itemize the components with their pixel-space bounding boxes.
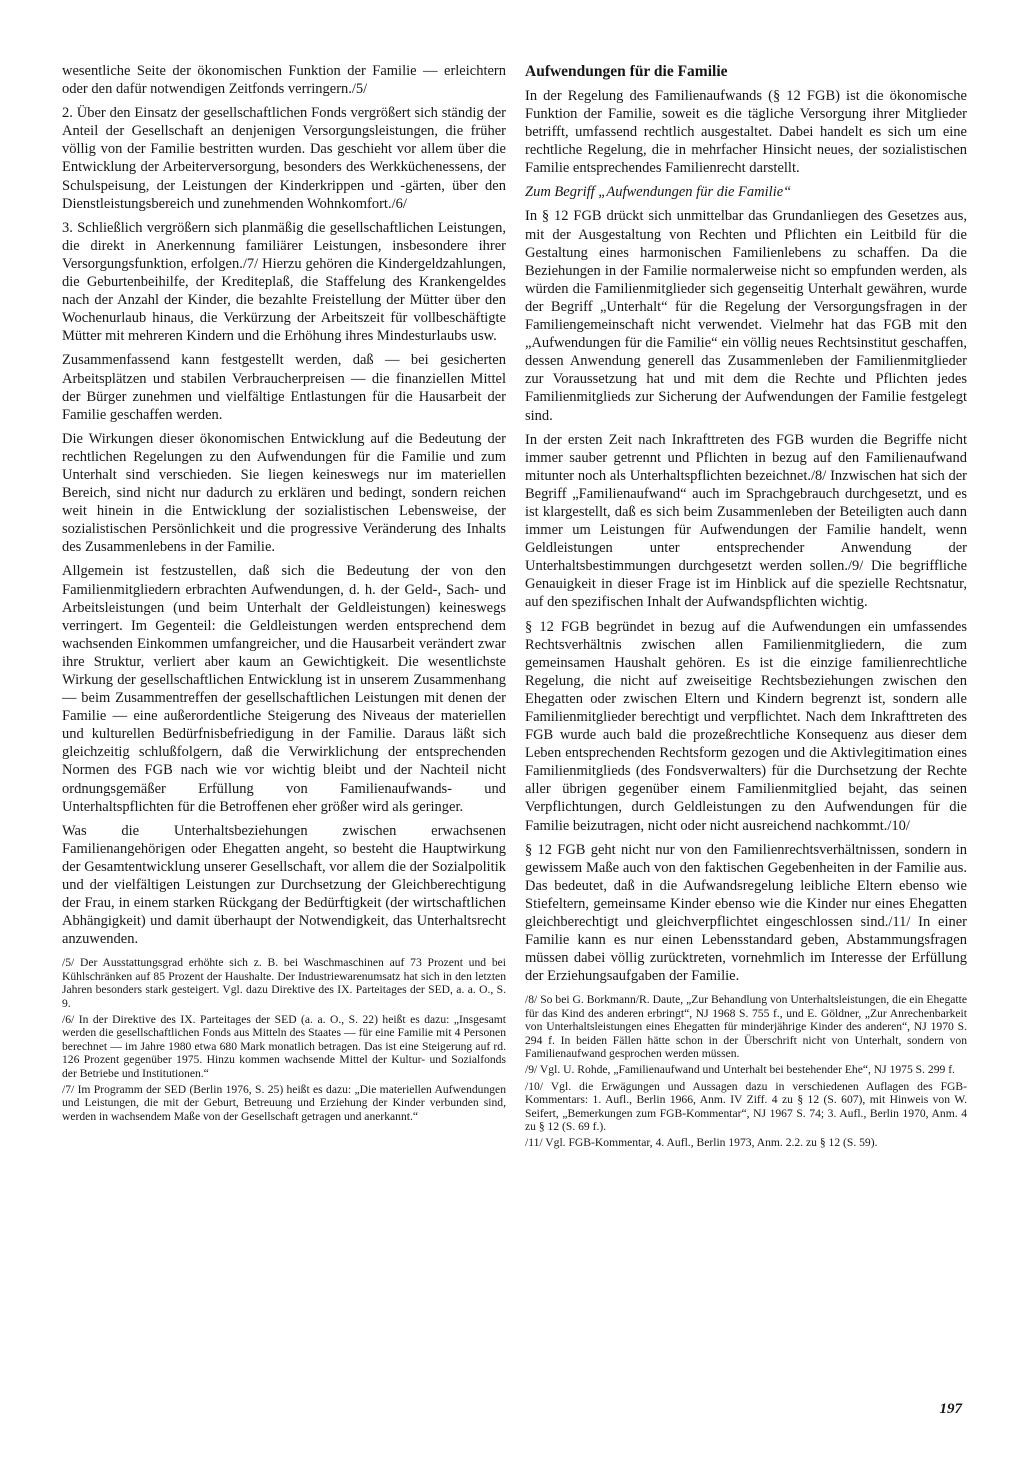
footnote: /11/ Vgl. FGB-Kommentar, 4. Aufl., Berlin 1973, Anm. 2.2. zu § 12 (S. 59). [525, 1136, 878, 1150]
paragraph: In § 12 FGB drückt sich unmittelbar das Grundanliegen des Gesetzes aus, mit der Ausgestaltung von Rechten und Pflichten ein Leitbild für die Gestaltung eines harmonischen Familienlebens zu schaffen. Da die Beziehungen in der Familie normalerweise nicht so empfunden werden, als würden die Familienmitglieder sich gegenseitig Unterhalt gewähren, wurde der Begriff „Unterhalt“ für die Regelung der Versorgungsfragen in der Familiengemeinschaft nicht verwendet. Vielmehr hat das FGB mit den „Aufwendungen für die Familie“ ein völlig neues Rechtsinstitut geschaffen, dessen Anwendung generell das Zusammenleben der Familienmitglieder zur Voraussetzung hat und mit dem die Rechte und Pflichten jedes Familienmitglieds zur Sicherung der Aufwendungen der Familie festgelegt sind. [525, 208, 967, 424]
paragraph: In der ersten Zeit nach Inkrafttreten des FGB wurden die Begriffe nicht immer sauber getrennt und Pflichten in bezug auf den Familienaufwand mitunter noch als Unterhaltspflichten bezeichnet./8/ Inzwischen hat sich der Begriff „Familienaufwand“ auch im Sprachgebrauch durchgesetzt, und es ist klargestellt, daß es sich beim Zusammenleben der Beteiligten auch dann immer um Leistungen für Aufwendungen der Familie handelt, wenn Geldleistungen unter entsprechender Anwendung der Unterhaltsbestimmungen durchgesetzt werden sollen./9/ Die begriffliche Genauigkeit in dieser Frage ist im Hinblick auf die spezielle Rechtsnatur, auf den spezifischen Inhalt der Aufwandspflichten wichtig. [525, 431, 967, 611]
paragraph: In der Regelung des Familienaufwands (§ 12 FGB) ist die ökonomische Funktion der Familie, soweit es die tägliche Versorgung ihrer Mitglieder betrifft, umfassend rechtlich ausgestaltet. Dabei handelt es sich um eine rechtliche Regelung, die in mehrfacher Hinsicht neues, der sozialistischen Familie entsprechendes Familienrecht darstellt. [525, 88, 967, 177]
left-footnotes [62, 956, 506, 1123]
paragraph: Was die Unterhaltsbeziehungen zwischen erwachsenen Familienangehörigen oder Ehegatten angeht, so besteht die Hauptwirkung der Gesamtentwicklung unserer Gesellschaft, vor allem die der Sozialpolitik und der vielfältigen Leistungen zur Durchsetzung der Gleichberechtigung der Frau, in einem starken Rückgang der Bedürftigkeit (der wirtschaftlichen Abhängigkeit) und damit überhaupt der Notwendigkeit, das Unterhaltsrecht anzuwenden. [62, 822, 506, 948]
footnote: /7/ Im Programm der SED (Berlin 1976, S. 25) heißt es dazu: „Die materiellen Aufwendungen und Leistungen, die mit der Geburt, Betreuung und Erziehung der Kinder verbunden sind, werden in wachsendem Maße von der Gesellschaft getragen und anerkannt.“ [62, 1083, 506, 1123]
footnote: /8/ So bei G. Borkmann/R. Daute, „Zur Behandlung von Unterhaltsleistungen, die ein Ehegatte für das Kind des anderen erbringt“, NJ 1968 S. 755 f., und E. Göldner, „Zur Anrechenbarkeit von Unterhaltsleistungen eines Ehegatten für minderjährige Kinder des anderen“, NJ 1970 S. 294 f. In beiden Fällen hätte schon in der Überschrift nicht von Unterhalt, sondern von Familienaufwand gesprochen werden müssen. [525, 993, 967, 1061]
paragraph: § 12 FGB begründet in bezug auf die Aufwendungen ein umfassendes Rechtsverhältnis zwischen allen Familienmitgliedern, die zum gemeinsamen Haushalt gehören. Es ist die einzige familienrechtliche Regelung, die nicht auf zweiseitige Rechtsbeziehungen zwischen den Ehegatten oder zwischen Eltern und Kindern begrenzt ist, sondern alle Familienmitglieder berechtigt und verpflichtet. Nach dem Inkrafttreten des FGB wurde auch bald die prozeßrechtliche Konsequenz aus dieser dem Leben entsprechenden Rechtsform gezogen und die Aktivlegitimation eines Familienmitglieds (des Fondsverwalters) für die Durchsetzung der Rechte aller übrigen gegenüber einem Familienmitglied bejaht, das seinen Verpflichtungen, durch Geldleistungen zu den Aufwendungen für die Familie beizutragen, nicht oder nicht ausreichend nachkommt./10/ [525, 618, 967, 834]
footnote: /5/ Der Ausstattungsgrad erhöhte sich z. B. bei Waschmaschinen auf 73 Prozent und bei Kühlschränken auf 85 Prozent der Haushalte. Der Industriewarenumsatz hat sich in den letzten Jahren besonders stark gesteigert. Vgl. dazu Direktive des IX. Parteitages der SED, a. a. O., S. 9. [62, 956, 506, 1010]
right-column [525, 62, 967, 1153]
footnote: /9/ Vgl. U. Rohde, „Familienaufwand und Unterhalt bei bestehender Ehe“, NJ 1975 S. 299 f. [525, 1063, 955, 1077]
right-body [525, 62, 967, 985]
section-heading: Aufwendungen für die Familie [525, 63, 728, 80]
paragraph: § 12 FGB geht nicht nur von den Familienrechtsverhältnissen, sondern in gewissem Maße auch von den faktischen Gegebenheiten in der Familie aus. Das bedeutet, daß in die Aufwandsregelung leibliche Eltern ebenso wie Stiefeltern, gemeinsame Kinder ebenso wie die Kinder nur eines Ehegatten gleichberechtigt und gleichverpflichtet eingeschlossen sind./11/ In einer Familie kann es nur einen Lebensstandard geben, Abstammungsfragen müssen dabei völlig zurücktreten, vornehmlich im Interesse der Erfüllung der Erziehungsaufgaben der Familie. [525, 841, 967, 985]
left-body [62, 62, 506, 948]
page-number: 197 [939, 1401, 962, 1417]
footnote: /6/ In der Direktive des IX. Parteitages der SED (a. a. O., S. 22) heißt es dazu: „Insgesamt werden die gesellschaftlichen Fonds aus Mitteln des Staates — für eine Familie mit 4 Personen berechnet — im Jahre 1980 etwa 680 Mark monatlich betragen. Das ist eine Steigerung auf rd. 126 Prozent gegenüber 1975. Hinzu kommen wachsende Mittel der Kultur- und Sozialfonds der Betriebe und Institutionen.“ [62, 1013, 506, 1080]
paragraph: 2. Über den Einsatz der gesellschaftlichen Fonds vergrößert sich ständig der Anteil der Gesellschaft an denjenigen Versorgungsleistungen, die früher völlig von der Familie bestritten wurden. Das geschieht vor allem über die Entwicklung der Arbeiterversorgung, besonders des Werkküchenessens, der Schulspeisung, der Leistungen der Kinderkrippen und -gärten, über den Dienstleistungsbereich und zunehmenden Wohnkomfort./6/ [62, 105, 506, 212]
right-footnotes [525, 993, 967, 1149]
subsection-heading: Zum Begriff „Aufwendungen für die Familie“ [525, 184, 792, 201]
paragraph: wesentliche Seite der ökonomischen Funktion der Familie — erleichtern oder den dafür notwendigen Zeitfonds verringern./5/ [62, 63, 506, 98]
paragraph: Zusammenfassend kann festgestellt werden, daß — bei gesicherten Arbeitsplätzen und stabilen Verbraucherpreisen — die finanziellen Mittel der Bürger zunehmen und vielfältige Entlastungen für die Hausarbeit der Familie geschaffen werden. [62, 352, 506, 423]
paragraph: 3. Schließlich vergrößern sich planmäßig die gesellschaftlichen Leistungen, die direkt in Anerkennung familiärer Leistungen, insbesondere ihrer Versorgungsfunktion, erfolgen./7/ Hierzu gehören die Kindergeldzahlungen, die Geburtenbeihilfe, der Kreditерlaß, die Staffelung des Krankengeldes nach der Anzahl der Kinder, die bezahlte Freistellung der Mütter über den Wochenurlaub hinaus, die Verkürzung der Arbeitszeit für vollbeschäftigte Mütter mit mehreren Kindern und die Erhöhung ihres Mindesturlaubs usw. [62, 219, 506, 345]
left-column [62, 62, 506, 1126]
paragraph: Die Wirkungen dieser ökonomischen Entwicklung auf die Bedeutung der rechtlichen Regelungen zu den Aufwendungen für die Familie und zum Unterhalt sind verschieden. Sie liegen keineswegs nur im materiellen Bereich, sind nicht nur dadurch zu erklären und bedingt, sondern reichen weit hinein in die Entwicklung der sozialistischen Lebensweise, der sozialistischen Persönlichkeit und die progressive Veränderung des Inhalts des Zusammenlebens in der Familie. [62, 430, 506, 556]
footnote: /10/ Vgl. die Erwägungen und Aussagen dazu in verschiedenen Auflagen des FGB-Kommentars: 1. Aufl., Berlin 1966, Anm. IV Ziff. 4 zu § 12 (S. 607), mit Hinweis von W. Seifert, „Bemerkungen zum FGB-Kommentar“, NJ 1967 S. 74; 3. Aufl., Berlin 1970, Anm. 4 zu § 12 (S. 69 f.). [525, 1079, 967, 1134]
paragraph: Allgemein ist festzustellen, daß sich die Bedeutung der von den Familienmitgliedern erbrachten Aufwendungen, d. h. der Geld-, Sach- und Arbeitsleistungen (und beim Unterhalt der Geldleistungen) keineswegs verringert. Im Gegenteil: die Geldleistungen werden entsprechend dem wachsenden Einkommen umfangreicher, und die Hausarbeit verändert zwar ihre Struktur, verliert aber kaum an Gewichtigkeit. Die wesentlichste Wirkung der gesellschaftlichen Entwicklung ist in unserem Zusammenhang — beim Zusammentreffen der gesellschaftlichen Leistungen mit denen der Familie — eine außerordentliche Steigerung des Niveaus der materiellen und kulturellen Bedürfnisbefriedigung in der Familie. Daraus läßt sich gleichzeitig schlußfolgern, daß die Verwirklichung der entsprechenden Normen des FGB nach wie vor wichtig bleibt und der Nachteil nicht ordnungsgemäßer Erfüllung von Familienaufwands- und Unterhaltspflichten für die Betroffenen eher größer wird als geringer. [62, 563, 506, 815]
